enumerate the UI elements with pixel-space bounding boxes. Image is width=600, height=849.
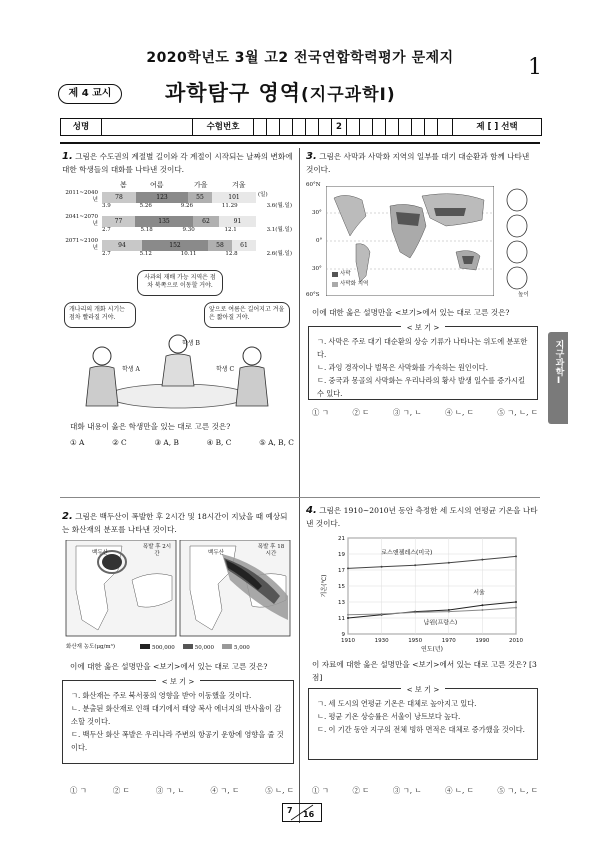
period-label: 2011~2040년 xyxy=(65,190,98,203)
q4-bogi-box xyxy=(308,685,538,760)
bar-autumn: 62 xyxy=(193,216,219,227)
choice-1[interactable]: ① ㄱ xyxy=(312,786,329,795)
students-drawing xyxy=(62,326,294,416)
choice-2[interactable]: ② ㄷ xyxy=(352,786,370,795)
name-label: 성명 xyxy=(61,119,102,135)
legend-value: 500,000 xyxy=(152,645,175,651)
statement: ㄴ. 분출된 화산재로 인해 대기에서 태양 복사 에너지의 반사율이 감소할 것이다. xyxy=(71,704,282,726)
series-point xyxy=(481,604,483,606)
series-label: 로스앤젤레스(미국) xyxy=(381,549,433,557)
bar-spring: 78 xyxy=(102,192,136,203)
q2-number: 2. xyxy=(62,511,73,522)
date: 12.1 xyxy=(224,227,237,233)
id-cell[interactable] xyxy=(319,119,332,135)
choice-5[interactable]: ⑤ ㄴ, ㄷ xyxy=(265,786,294,795)
q3-question: 이에 대한 옳은 설명만을 <보기>에서 있는 대로 고른 것은? xyxy=(312,308,510,317)
page-total: 16 xyxy=(303,810,315,819)
choice-1[interactable]: ① ㄱ xyxy=(70,786,87,795)
choice-3[interactable]: ③ ㄱ, ㄴ xyxy=(155,786,185,795)
date: 5.26 xyxy=(139,203,152,209)
statement: ㄱ. 사막은 주로 대기 대순환의 상승 기류가 나타나는 위도에 분포한다. xyxy=(317,337,528,359)
circulation-cells xyxy=(502,186,532,290)
lat-30n: 30° xyxy=(312,210,322,216)
statement: ㄱ. 화산재는 주로 북서풍의 영향을 받아 이동했을 것이다. xyxy=(71,691,252,700)
subject-side-tab xyxy=(548,332,568,424)
unit-label: (일) xyxy=(258,192,268,198)
y-tick-label: 13 xyxy=(338,600,345,606)
bar-winter: 91 xyxy=(219,216,256,227)
choice-4[interactable]: ④ ㄱ, ㄷ xyxy=(210,786,240,795)
ash-legend xyxy=(140,644,290,653)
y-tick-label: 15 xyxy=(338,584,345,590)
series-point xyxy=(347,617,349,619)
choice-5[interactable]: ⑤ ㄱ, ㄴ, ㄷ xyxy=(497,786,538,795)
row-divider xyxy=(60,497,540,498)
statement: ㄴ. 과잉 경작이나 벌목은 사막화를 가속하는 원인이다. xyxy=(317,363,489,372)
legend-item xyxy=(183,644,214,653)
subject-title xyxy=(165,78,396,108)
exam-title: 2020학년도 3월 고2 전국연합학력평가 문제지 xyxy=(146,50,454,66)
info-row xyxy=(60,118,542,136)
id-cell[interactable] xyxy=(347,119,360,135)
q1-text: 그림은 수도권의 계절별 길이와 각 계절이 시작되는 날짜의 변화에 대한 학생들의 대화를 나타낸 것이다. xyxy=(62,152,293,174)
lat-60n: 60°N xyxy=(306,182,321,188)
series-point xyxy=(414,611,416,613)
period-label: 2071~2100년 xyxy=(65,238,98,251)
period-label: 2041~2070년 xyxy=(65,214,98,227)
q4-stem xyxy=(306,504,538,530)
subject-sub: (지구과학Ⅰ) xyxy=(301,85,396,105)
choice-4[interactable]: ④ ㄴ, ㄷ xyxy=(445,408,474,417)
q1-question: 대화 내용이 옳은 학생만을 있는 대로 고른 것은? xyxy=(70,422,231,431)
bar-summer: 152 xyxy=(142,240,208,251)
series-point xyxy=(381,566,383,568)
date: 2.7 xyxy=(102,251,111,257)
place-label: 백두산 xyxy=(208,550,224,556)
statement: ㄴ. 평균 기온 상승률은 서울이 낭트보다 높다. xyxy=(317,712,461,721)
y-tick-label: 19 xyxy=(338,552,345,558)
q1-stem xyxy=(62,150,294,176)
choice-3[interactable]: ③ ㄱ, ㄴ xyxy=(392,786,422,795)
id-cell[interactable] xyxy=(425,119,438,135)
bar-autumn: 58 xyxy=(208,240,232,251)
date: 3.9 xyxy=(102,203,111,209)
q1-illustration xyxy=(62,266,294,416)
legend-item xyxy=(140,644,175,653)
choice-4[interactable]: ④ B, C xyxy=(206,438,232,447)
q3-text: 그림은 사막과 사막화 지역의 일부를 대기 대순환과 함께 나타낸 것이다. xyxy=(306,152,530,174)
legend-value: 50,000 xyxy=(194,645,214,651)
bar-spring: 77 xyxy=(102,216,135,227)
date: 9.26 xyxy=(180,203,194,209)
x-tick-label: 1950 xyxy=(408,638,423,644)
statement: ㄷ. 이 기간 동안 지구의 전체 빙하 면적은 대체로 증가했을 것이다. xyxy=(317,725,525,734)
lat-60s: 60°S xyxy=(306,292,320,298)
id-cell[interactable] xyxy=(360,119,373,135)
date-row xyxy=(102,227,292,235)
legend-desert: 사막 xyxy=(340,271,351,277)
bogi-title: < 보 기 > xyxy=(401,685,446,694)
series-point xyxy=(481,559,483,561)
bar-winter: 101 xyxy=(212,192,256,203)
date: 10.11 xyxy=(180,251,197,257)
statement: ㄱ. 세 도시의 연평균 기온은 대체로 높아지고 있다. xyxy=(317,699,477,708)
bar-summer: 135 xyxy=(135,216,193,227)
q2-bogi-box xyxy=(62,677,294,764)
id-cell[interactable] xyxy=(399,119,412,135)
y-tick-label: 9 xyxy=(341,632,345,638)
x-tick-label: 2010 xyxy=(509,638,523,644)
id-cell[interactable] xyxy=(254,119,267,135)
choice-3[interactable]: ③ ㄱ, ㄴ xyxy=(392,408,422,417)
name-field[interactable] xyxy=(102,119,193,135)
spacer xyxy=(438,119,453,135)
bar-summer: 123 xyxy=(136,192,188,203)
y-axis-label: 기온(℃) xyxy=(321,574,328,598)
series-point xyxy=(481,609,483,611)
speech-bubble-b: 사과의 재배 가능 지역은 점차 북쪽으로 이동할 거야. xyxy=(137,270,223,296)
choice-3[interactable]: ③ A, B xyxy=(154,438,179,447)
page-slash xyxy=(283,804,321,821)
temperature-chart xyxy=(318,532,528,658)
series-label: 서울 xyxy=(473,589,485,597)
legend-title: 화산재 농도(μg/m³) xyxy=(66,644,115,650)
id-label: 수험번호 xyxy=(193,119,254,135)
choice-1[interactable]: ① A xyxy=(70,438,85,447)
bar-autumn: 55 xyxy=(188,192,212,203)
speech-bubble-a: 개나리의 개화 시기는 점차 빨라질 거야. xyxy=(64,302,136,328)
legend-value: 5,000 xyxy=(234,645,250,651)
choice-2[interactable]: ② ㄷ xyxy=(112,786,130,795)
q4-number: 4. xyxy=(306,505,317,516)
bar-winter: 61 xyxy=(232,240,256,251)
date-row xyxy=(102,251,292,259)
legend-item xyxy=(222,644,250,653)
series-point xyxy=(414,564,416,566)
y-tick-label: 11 xyxy=(338,616,345,622)
bogi-title: < 보 기 > xyxy=(401,323,446,332)
date: 5.18 xyxy=(140,227,153,233)
x-tick-label: 1970 xyxy=(441,638,456,644)
date: 2.6(월.일) xyxy=(266,251,292,257)
date: 12.8 xyxy=(225,251,238,257)
date-row xyxy=(102,203,292,211)
id-cell[interactable] xyxy=(373,119,386,135)
date: 5.12 xyxy=(139,251,152,257)
lat-30s: 30° xyxy=(312,266,322,272)
x-tick-label: 1990 xyxy=(475,638,490,644)
series-point xyxy=(448,562,450,564)
date: 3.6(월.일) xyxy=(266,203,292,209)
y-tick-label: 17 xyxy=(338,568,345,574)
date: 2.7 xyxy=(102,227,111,233)
student-a-label: 학생 A xyxy=(122,366,140,373)
series-point xyxy=(515,607,517,609)
q1-number: 1. xyxy=(62,151,73,162)
y-tick-label: 21 xyxy=(338,536,345,542)
lat-0: 0° xyxy=(316,238,323,244)
choice-5[interactable]: ⑤ ㄱ, ㄴ, ㄷ xyxy=(497,408,538,417)
map1-label: 폭발 후 2시간 xyxy=(142,544,172,557)
choice-2[interactable]: ② C xyxy=(112,438,127,447)
season-header-spring: 봄 xyxy=(120,181,127,189)
bogi-title: < 보 기 > xyxy=(156,677,201,686)
world-map xyxy=(326,186,494,296)
side-tab-label: 지구과학Ⅰ xyxy=(553,340,564,386)
page-current: 7 xyxy=(287,806,293,815)
page-indicator xyxy=(282,803,322,822)
x-tick-label: 1910 xyxy=(341,638,355,644)
q2-stem xyxy=(62,510,294,536)
id-cell[interactable] xyxy=(293,119,306,135)
statement: ㄷ. 중국과 몽골의 사막화는 우리나라의 황사 발생 일수를 증가시킬 수 있다. xyxy=(317,376,526,398)
id-cell[interactable] xyxy=(306,119,319,135)
student-b-label: 학생 B xyxy=(182,340,200,347)
q3-choices xyxy=(312,408,538,419)
series-point xyxy=(347,567,349,569)
x-axis-label: 연도(년) xyxy=(420,646,444,653)
bar-spring: 94 xyxy=(102,240,142,251)
date: 3.1(월.일) xyxy=(266,227,292,233)
series-point xyxy=(448,611,450,613)
series-point xyxy=(515,555,517,557)
q4-choices xyxy=(312,786,538,797)
column-divider xyxy=(299,148,300,823)
season-header-winter: 겨울 xyxy=(232,181,246,189)
speech-bubble-c: 앞으로 여름은 길어지고 겨울은 짧아질 거야. xyxy=(204,302,290,328)
q3-desert-map xyxy=(306,182,538,300)
q1-choices xyxy=(70,438,294,449)
id-cell[interactable] xyxy=(386,119,399,135)
map2-label: 폭발 후 18시간 xyxy=(257,544,285,557)
place-label: 백두산 xyxy=(92,550,108,556)
student-c-label: 학생 C xyxy=(216,366,235,373)
choice-1[interactable]: ① ㄱ xyxy=(312,408,329,417)
subject-main: 과학탐구 영역 xyxy=(165,81,302,105)
q2-choices xyxy=(70,786,294,797)
session-badge: 제 4 교시 xyxy=(58,84,122,104)
q3-bogi-box xyxy=(308,323,538,400)
choice-5[interactable]: ⑤ A, B, C xyxy=(259,438,294,447)
header-rule xyxy=(60,142,540,144)
q4-question: 이 자료에 대한 옳은 설명만을 <보기>에서 있는 대로 고른 것은? [3점] xyxy=(312,660,537,682)
series-point xyxy=(515,601,517,603)
height-label: 높이 xyxy=(518,292,529,298)
id-cell[interactable] xyxy=(267,119,280,135)
q3-number: 3. xyxy=(306,151,317,162)
q3-stem xyxy=(306,150,538,176)
series-point xyxy=(347,614,349,616)
id-cell[interactable] xyxy=(280,119,293,135)
season-header-autumn: 가을 xyxy=(194,181,208,189)
x-tick-label: 1930 xyxy=(374,638,389,644)
q1-season-chart xyxy=(62,180,294,260)
select-label[interactable]: 제 [ ] 선택 xyxy=(476,122,518,132)
series-point xyxy=(381,613,383,615)
page-number: 1 xyxy=(528,55,542,80)
choice-4[interactable]: ④ ㄴ, ㄷ xyxy=(445,786,474,795)
q2-ash-maps xyxy=(62,540,294,658)
season-header-summer: 여름 xyxy=(150,181,164,189)
legend-desertification: 사막화 지역 xyxy=(340,281,369,287)
id-cell[interactable] xyxy=(412,119,425,135)
date: 9.30 xyxy=(182,227,195,233)
date: 11.29 xyxy=(221,203,238,209)
q2-text: 그림은 백두산이 폭발한 후 2시간 및 18시간이 지났을 때 예상되는 화산재의 분포를 나타낸 것이다. xyxy=(62,512,288,534)
statement: ㄷ. 백두산 화산 폭발은 우리나라 주변의 항공기 운항에 영향을 줄 것이다. xyxy=(71,730,284,752)
series-label: 남원(프랑스) xyxy=(423,619,458,627)
q2-question: 이에 대한 옳은 설명만을 <보기>에서 있는 대로 고른 것은? xyxy=(70,662,268,671)
id-cell: 2 xyxy=(332,119,347,135)
choice-2[interactable]: ② ㄷ xyxy=(352,408,370,417)
q4-text: 그림은 1910~2010년 동안 측정한 세 도시의 연평균 기온을 나타낸 것이다. xyxy=(306,506,538,528)
